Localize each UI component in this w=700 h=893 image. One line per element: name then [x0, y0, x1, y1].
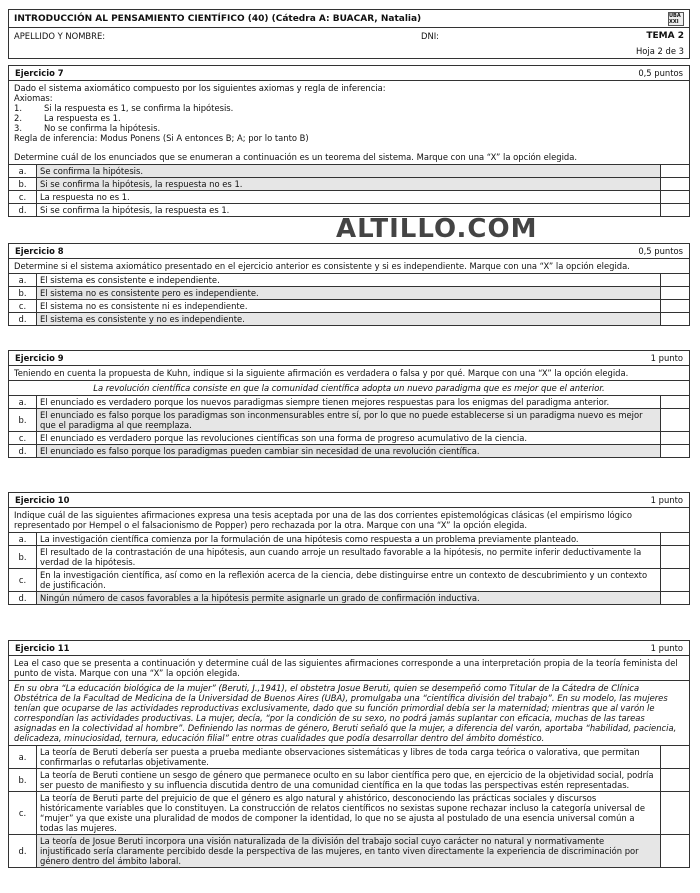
exam-header [8, 9, 690, 59]
page-indicator: Hoja 2 de 3 [636, 46, 684, 56]
option-d[interactable]: d. El enunciado es falso porque los paradigmas pueden cambiar sin necesidad de una revolución científica. [9, 445, 689, 457]
uba-logo: UBA XXI [668, 12, 684, 26]
exercise-points: 0,5 puntos [638, 68, 683, 78]
case-text: En su obra “La educación biológica de la mujer” (Beruti, J.,1941), el obstetra Josue Beruti, quien se desempeñó como Titular de la Cátedra de Clínica Obstétrica de la Facultad de Medicina de la Universidad de Buenos Aires (UBA), promulgaba una “científica división del trabajo”. En su modelo, las mujeres tenían que ocuparse de las actividades reproductivas exclusivamente, dado que su función primordial debía ser la maternidad; mientras que al varón le correspondían las actividades productivas. La mujer, decía, “por la condición de su sexo, no podrá jamás suplantar con eficacia, muchas de las tareas asignadas en la colectividad al hombre”. Definiendo las normas de género, Beruti señaló que la mujer, a diferencia del varón, aportaba “habilidad, paciencia, delicadeza, minuciosidad, ternura, educación filial” entre otras cualidades que podía desarrollar dentro del ámbito doméstico. [9, 681, 689, 746]
exercise-title: Ejercicio 9 [15, 353, 64, 363]
inference-rule: Regla de inferencia: Modus Ponens (Si A entonces B; A; por lo tanto B) [14, 133, 309, 143]
question-text: Determine cuál de los enunciados que se enumeran a continuación es un teorema del sistema. Marque con una “X” la opción elegida. [14, 152, 578, 162]
option-a[interactable]: a. El enunciado es verdadero porque los nuevos paradigmas siempre tienen mejores respuestas para los enigmas del paradigma anterior. [9, 396, 689, 409]
question-text: Determine si el sistema axiomático presentado en el ejercicio anterior es consistente y si es independiente. Marque con una “X” la opción elegida. [9, 259, 689, 274]
answer-box[interactable] [661, 396, 689, 408]
exam-title: INTRODUCCIÓN AL PENSAMIENTO CIENTÍFICO (40) (Cátedra A: BUACAR, Natalia) [14, 13, 422, 24]
answer-box[interactable] [661, 274, 689, 286]
option-a[interactable]: a. La teoría de Beruti debería ser puesta a prueba mediante observaciones sistemáticas y libres de toda carga teórica o valorativa, que permitan confirmarlas o refutarlas objetivamente. [9, 746, 689, 769]
exercise-title: Ejercicio 7 [15, 68, 64, 78]
tema-label: TEMA 2 [646, 31, 684, 41]
option-d[interactable]: d. Si se confirma la hipótesis, la respuesta es 1. [9, 204, 689, 216]
quoted-statement: La revolución científica consiste en que la comunidad científica adopta un nuevo paradigma que es mejor que el anterior. [9, 381, 689, 396]
option-a[interactable]: a. La investigación científica comienza por la formulación de una hipótesis como respuesta a un problema previamente planteado. [9, 533, 689, 546]
answer-box[interactable] [661, 592, 689, 604]
option-c[interactable]: c. La teoría de Beruti parte del prejuicio de que el género es algo natural y ahistórico, desconociendo las prácticas sociales y discursos históricamente variables que lo constituyen. La construcción de relatos científicos no sexistas supone rechazar incluso la categoría universal de “mujer” ya que existe una pluralidad de modos de componer la identidad, lo que no se ajusta al postulado de una esencia universal común a todas las mujeres. [9, 792, 689, 835]
option-d[interactable]: d. La teoría de Josue Beruti incorpora una visión naturalizada de la división del trabajo social cuyo carácter no natural y normativamente injustificado sería claramente percibido desde la perspectiva de las mujeres, en tanto viven directamente la experiencia de discriminación por género dentro del ámbito laboral. [9, 835, 689, 867]
option-b[interactable]: b. El resultado de la contrastación de una hipótesis, aun cuando arroje un resultado favorable a la hipótesis, no permite inferir deductivamente la verdad de la hipótesis. [9, 546, 689, 569]
option-b[interactable]: b. El sistema no es consistente pero es independiente. [9, 287, 689, 300]
answer-box[interactable] [661, 313, 689, 325]
option-b[interactable]: b. La teoría de Beruti contiene un sesgo de género que permanece oculto en su labor científica pero que, en ejercicio de la objetividad social, podría ser puesto de manifiesto y su influencia discutida dentro de una comunidad científica en la que todas las perspectivas estén representadas. [9, 769, 689, 792]
statement-line: Axiomas: [14, 93, 53, 103]
exercise-9 [8, 350, 690, 458]
option-c[interactable]: c. En la investigación científica, así como en la reflexión acerca de la ciencia, debe distinguirse entre un contexto de descubrimiento y un contexto de justificación. [9, 569, 689, 592]
question-text: Lea el caso que se presenta a continuación y determine cuál de las siguientes afirmaciones corresponde a una interpretación propia de la teoría feminista del punto de vista. Marque con una “X” la opción elegida. [9, 656, 689, 681]
exercise-8 [8, 243, 690, 326]
answer-box[interactable] [661, 204, 689, 216]
answer-box[interactable] [661, 409, 689, 431]
exercise-11 [8, 640, 690, 868]
exercise-points: 1 punto [650, 495, 683, 505]
answer-box[interactable] [661, 287, 689, 299]
question-text: Teniendo en cuenta la propuesta de Kuhn, indique si la siguiente afirmación es verdadera o falsa y por qué. Marque con una “X” la opción elegida. [9, 366, 689, 381]
option-c[interactable]: c. La respuesta no es 1. [9, 191, 689, 204]
option-a[interactable]: a. Se confirma la hipótesis. [9, 165, 689, 178]
answer-box[interactable] [661, 746, 689, 768]
watermark: ALTILLO.COM [336, 214, 538, 244]
answer-box[interactable] [661, 432, 689, 444]
exercise-7 [8, 65, 690, 217]
exercise-points: 0,5 puntos [638, 246, 683, 256]
axiom-line: 1. Si la respuesta es 1, se confirma la hipótesis. [14, 103, 234, 113]
exercise-statement [9, 81, 689, 165]
answer-box[interactable] [661, 300, 689, 312]
exercise-title: Ejercicio 11 [15, 643, 70, 653]
answer-box[interactable] [661, 569, 689, 591]
answer-box[interactable] [661, 546, 689, 568]
answer-box[interactable] [661, 178, 689, 190]
exercise-10 [8, 492, 690, 605]
dni-label: DNI: [421, 31, 440, 41]
option-c[interactable]: c. El enunciado es verdadero porque las revoluciones científicas son una forma de progreso acumulativo de la ciencia. [9, 432, 689, 445]
option-b[interactable]: b. El enunciado es falso porque los paradigmas son inconmensurables entre sí, por lo que no puede establecerse si un paradigma nuevo es mejor que el paradigma al que reemplaza. [9, 409, 689, 432]
option-a[interactable]: a. El sistema es consistente e independiente. [9, 274, 689, 287]
exercise-points: 1 punto [650, 353, 683, 363]
answer-box[interactable] [661, 445, 689, 457]
option-d[interactable]: d. El sistema es consistente y no es independiente. [9, 313, 689, 325]
exercise-title: Ejercicio 8 [15, 246, 64, 256]
axiom-line: 3. No se confirma la hipótesis. [14, 123, 161, 133]
exercise-points: 1 punto [650, 643, 683, 653]
statement-line: Dado el sistema axiomático compuesto por los siguientes axiomas y regla de inferencia: [14, 83, 386, 93]
answer-box[interactable] [661, 792, 689, 834]
answer-box[interactable] [661, 769, 689, 791]
answer-box[interactable] [661, 191, 689, 203]
answer-box[interactable] [661, 533, 689, 545]
question-text: Indique cuál de las siguientes afirmaciones expresa una tesis aceptada por una de las dos corrientes epistemológicas clásicas (el empirismo lógico representado por Hempel o el falsacionismo de Popper) pero rechazada por la otra. Marque con una “X” la opción elegida. [9, 508, 689, 533]
apellido-label: APELLIDO Y NOMBRE: [14, 31, 106, 41]
option-b[interactable]: b. Si se confirma la hipótesis, la respuesta no es 1. [9, 178, 689, 191]
option-d[interactable]: d. Ningún número de casos favorables a la hipótesis permite asignarle un grado de confirmación inductiva. [9, 592, 689, 604]
exercise-title: Ejercicio 10 [15, 495, 70, 505]
option-c[interactable]: c. El sistema no es consistente ni es independiente. [9, 300, 689, 313]
axiom-line: 2. La respuesta es 1. [14, 113, 121, 123]
answer-box[interactable] [661, 835, 689, 867]
answer-box[interactable] [661, 165, 689, 177]
